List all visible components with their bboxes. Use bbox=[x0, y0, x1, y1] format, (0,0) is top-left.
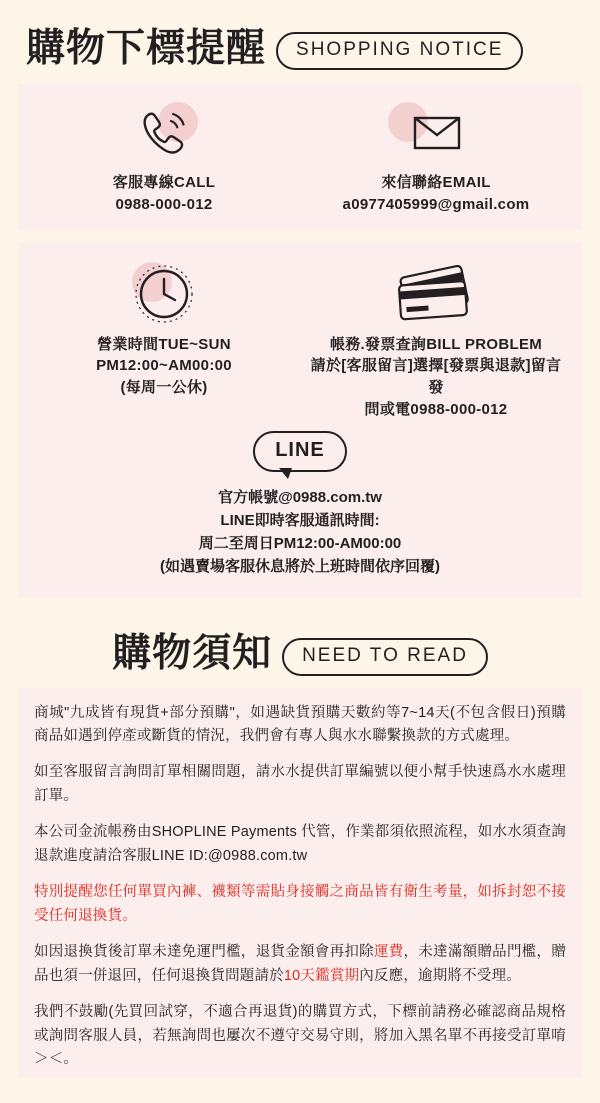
body-text: 內反應，逾期將不受理。 bbox=[359, 967, 521, 984]
contact-card bbox=[18, 84, 582, 230]
line-badge: LINE bbox=[253, 431, 347, 472]
bill-problem-line3: 問或電0988-000-012 bbox=[364, 400, 508, 418]
body-text: 商城"九成皆有現貨+部分預購"，如遇缺貨預購天數約等7~14天(不包含假日)預購商品如遇到停產或斷貨的情況，我們會有專人與水水聯繫換款的方式處理。 bbox=[34, 704, 566, 744]
notice-title-row bbox=[18, 26, 582, 70]
line-account: 官方帳號@0988.com.tw bbox=[218, 488, 382, 506]
body-text: 我們不鼓勵(先買回試穿，不適合再退貨)的購買方式，下標前請務必確認商品規格或詢問客服人員，若無詢問也屢次不遵守交易守則，將加入黑名單不再接受訂單唷＞＜。 bbox=[34, 1004, 566, 1068]
contact-email-value: a0977405999@gmail.com bbox=[342, 195, 530, 213]
contact-phone-label: 客服專線CALL bbox=[112, 174, 216, 191]
contact-phone-value: 0988-000-012 bbox=[115, 195, 213, 213]
contact-phone-block bbox=[28, 100, 300, 216]
bill-problem-line2: 請於[客服留言]選擇[發票與退款]留言發 bbox=[310, 357, 562, 396]
line-hours-value: 周二至周日PM12:00-AM00:00 bbox=[198, 535, 402, 552]
email-icon-wrap bbox=[304, 100, 568, 164]
read-title-row bbox=[18, 632, 582, 676]
need-to-read-badge: NEED TO READ bbox=[282, 638, 488, 676]
phone-icon-wrap bbox=[32, 100, 296, 164]
business-hours-line3: (每周一公休) bbox=[120, 379, 208, 396]
contact-email-label: 來信聯絡EMAIL bbox=[381, 174, 491, 191]
need-to-read-section bbox=[0, 613, 600, 1077]
paragraph bbox=[34, 702, 566, 749]
credit-card-icon-wrap bbox=[304, 262, 568, 326]
paragraph bbox=[34, 821, 566, 868]
body-text: 如因退換貨後訂單未達免運門檻，退貨金額會再扣除 bbox=[34, 944, 374, 961]
body-text: ，未達滿額贈品門檻，贈品也須一併退回，任何退換貨問題請於 bbox=[34, 944, 566, 984]
paragraph bbox=[34, 881, 566, 928]
highlight-text: 特別提醒您任何單買內褲、襪類等需貼身接觸之商品皆有衛生考量，如拆封恕不接受任何退換貨。 bbox=[34, 884, 566, 924]
info-card bbox=[18, 242, 582, 597]
phone-icon bbox=[137, 108, 191, 156]
read-title: 購物須知 bbox=[112, 632, 273, 675]
page-title: 購物下標提醒 bbox=[26, 26, 267, 70]
business-hours-line2: PM12:00~AM00:00 bbox=[96, 357, 232, 375]
bill-problem-line1: 帳務.發票查詢BILL PROBLEM bbox=[329, 335, 543, 353]
business-hours-block bbox=[28, 262, 300, 421]
paragraph bbox=[34, 941, 566, 988]
read-card bbox=[18, 688, 582, 1077]
line-hours-label: LINE即時客服通訊時間: bbox=[220, 511, 380, 529]
line-contact-block bbox=[28, 431, 572, 579]
bill-problem-block bbox=[300, 262, 572, 421]
body-text: 如至客服留言詢問訂單相關問題，請水水提供訂單編號以便小幫手快速爲水水處理訂單。 bbox=[34, 764, 566, 804]
business-hours-line1: 營業時間TUE~SUN bbox=[97, 335, 231, 353]
highlight-text: 運費 bbox=[373, 944, 404, 961]
contact-email-block bbox=[300, 100, 572, 216]
paragraph bbox=[34, 1001, 566, 1071]
clock-icon-wrap bbox=[32, 262, 296, 326]
clock-icon bbox=[133, 264, 195, 324]
line-hours-note: (如遇賣場客服休息將於上班時間依序回覆) bbox=[160, 558, 440, 576]
body-text: 本公司金流帳務由SHOPLINE Payments 代管，作業都須依照流程，如水水須查詢退款進度請洽客服LINE ID:@0988.com.tw bbox=[34, 824, 566, 864]
shopping-notice-badge: SHOPPING NOTICE bbox=[276, 32, 523, 70]
paragraph bbox=[34, 761, 566, 808]
email-icon bbox=[405, 108, 467, 156]
highlight-text: 10天鑑賞期 bbox=[283, 967, 360, 984]
credit-card-icon bbox=[388, 265, 484, 323]
